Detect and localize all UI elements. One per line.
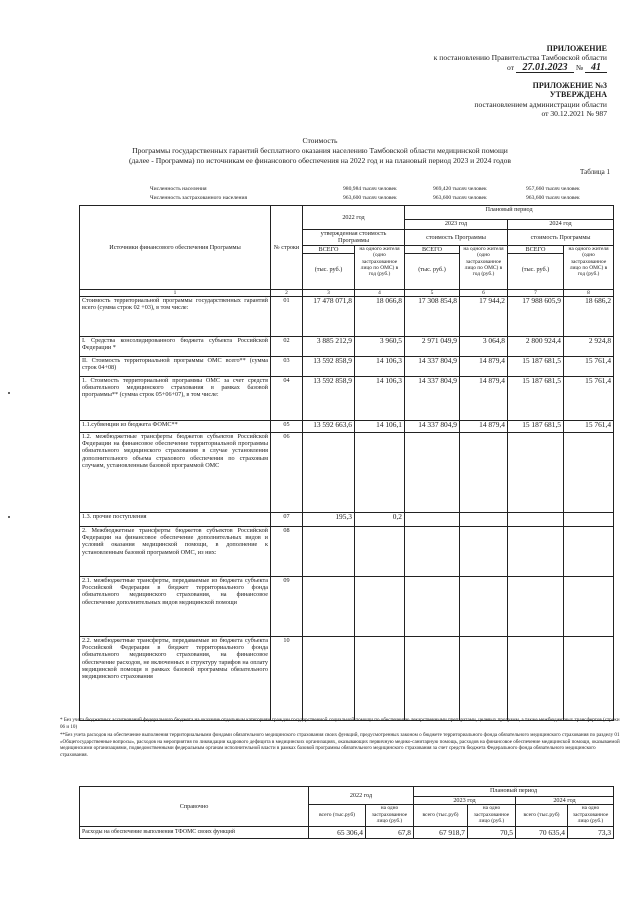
ref-value-2024-per: 73,3 xyxy=(568,827,614,839)
insured-2024: 963,600 тысяч человек xyxy=(526,195,580,201)
row-value xyxy=(564,527,614,577)
title-line-3: (далее - Программа) по источникам ее финансового обеспечения на 2022 год и на плановый период 2023 и 2024 годов xyxy=(129,156,511,165)
ref-header-total-2024: всего (тыс.руб) xyxy=(516,805,568,827)
row-value: 14 879,4 xyxy=(460,357,508,377)
row-value xyxy=(460,433,508,513)
row-value: 17 308 854,8 xyxy=(405,297,460,337)
appendix3-label: ПРИЛОЖЕНИЕ №3 xyxy=(532,80,607,90)
column-index: 4 xyxy=(355,290,405,297)
row-value: 3 960,5 xyxy=(355,337,405,357)
row-value xyxy=(460,527,508,577)
handwritten-number: 41 xyxy=(591,61,601,73)
number-field xyxy=(585,63,607,73)
title-line-1: Стоимость xyxy=(302,136,338,145)
row-value: 15 187 681,5 xyxy=(508,357,564,377)
row-number: 02 xyxy=(271,337,303,357)
date-from-label: от xyxy=(507,62,515,72)
row-value: 15 187 681,5 xyxy=(508,377,564,421)
reference-table xyxy=(79,786,614,839)
column-index: 5 xyxy=(405,290,460,297)
appendix-label: ПРИЛОЖЕНИЕ xyxy=(546,44,607,53)
header-cost-2024: стоимость Программы xyxy=(508,230,614,246)
handwritten-date: 27.01.2023 xyxy=(522,61,568,73)
population-2023: 969,420 тысяч человек xyxy=(433,186,487,192)
row-value: 15 187 681,5 xyxy=(508,421,564,433)
row-value: 2 971 049,9 xyxy=(405,337,460,357)
ref-value-2023-total: 67 918,7 xyxy=(414,827,468,839)
row-value: 17 478 071,8 xyxy=(303,297,355,337)
row-value: 17 944,2 xyxy=(460,297,508,337)
number-sign: № xyxy=(575,62,584,72)
row-value xyxy=(303,577,355,637)
ref-value-2023-per: 70,5 xyxy=(468,827,516,839)
footnote-2: **Без учета расходов на обеспечение выполнения территориальными фондами обязательного медицинского страхования своих функций, предусмотренных законом о бюджете территориального фонда обязательного медицинского страхования по разделу 01 «Общегосударственные вопросы», расходов на мероприятия по ликвидации кадрового дефицита в медицинских организациях, оказывающих первичную медико-санитарную помощь, расходов на финансовое обеспечение медицинской помощи, оказываемой медицинскими организациями, подведомственными федеральным органам исполнительной власти в рамках базовой программы обязательного медицинского страхования за счет средств бюджета Федерального фонда обязательного медицинского страхования. xyxy=(60,732,620,758)
column-index: 1 xyxy=(80,290,271,297)
row-label: Стоимость территориальной программы государственных гарантий всего (сумма строк 02 +03), в том числе: xyxy=(80,297,271,337)
approved-label: УТВЕРЖДЕНА xyxy=(549,90,607,100)
footnote-1: * Без учета бюджетных ассигнований федерального бюджета на оказание отдельным категориям граждан государственной социальной помощи по обеспечению лекарственными препаратами, целевых программ, а также межбюджетных трансфертов (строки 06 и 10) xyxy=(60,717,620,730)
header-2024: 2024 год xyxy=(508,220,614,230)
title-line-2: Программы государственных гарантий бесплатного оказания населению Тамбовской области медицинской помощи xyxy=(132,146,508,155)
header-total-2022: ВСЕГО (тыс. руб.) xyxy=(303,246,355,290)
header-source: Источники финансового обеспечения Программы xyxy=(80,206,271,290)
header-2022: 2022 год xyxy=(303,206,405,230)
date-field xyxy=(516,63,574,73)
population-2024: 957,660 тысяч человек xyxy=(526,186,580,192)
row-value xyxy=(564,637,614,721)
row-value: 15 761,4 xyxy=(564,377,614,421)
population-insured-label: Численность застрахованного населения xyxy=(150,195,248,201)
resolution-ref: к постановлению Правительства Тамбовской области xyxy=(433,53,607,63)
row-value xyxy=(564,513,614,527)
row-value xyxy=(303,637,355,721)
header-total-2023: ВСЕГО (тыс. руб.) xyxy=(405,246,460,290)
row-value: 18 066,8 xyxy=(355,297,405,337)
header-planned: Плановый период xyxy=(405,206,614,220)
table-number: Таблица 1 xyxy=(580,168,610,176)
row-value: 14 337 804,9 xyxy=(405,377,460,421)
row-label: 1.2. межбюджетные трансферты бюджетов субъектов Российской Федерации на финансовое обеспечение территориальной программы обязательного медицинского страхования в случае установления дополнительного объема страхового обеспечения по страховым случаям, установленным базовой программой ОМС xyxy=(80,433,271,513)
header-row-no: № строки xyxy=(271,206,303,290)
row-value: 14 106,3 xyxy=(355,357,405,377)
ref-header-per-2022: на одно застрахованное лицо (руб.) xyxy=(366,805,414,827)
row-number: 03 xyxy=(271,357,303,377)
table-row xyxy=(80,433,614,513)
row-number: 08 xyxy=(271,527,303,577)
row-value: 15 761,4 xyxy=(564,421,614,433)
row-value: 195,3 xyxy=(303,513,355,527)
column-index: 3 xyxy=(303,290,355,297)
ref-value-2022-total: 65 306,4 xyxy=(309,827,366,839)
row-value xyxy=(564,577,614,637)
row-value xyxy=(508,513,564,527)
row-label: 2. Межбюджетные трансферты бюджетов субъектов Российской Федерации на финансовое обеспечение дополнительных видов и условий оказания медицинской помощи, в дополнение к установленным базовой программой ОМС, из них: xyxy=(80,527,271,577)
row-value: 18 686,2 xyxy=(564,297,614,337)
row-value: 14 106,3 xyxy=(355,377,405,421)
row-value: 14 337 804,9 xyxy=(405,421,460,433)
admin-resolution: постановлением администрации области xyxy=(474,99,607,109)
appendix-header xyxy=(434,44,607,118)
ref-row-label: Расходы на обеспечение выполнения ТФОМС своих функций xyxy=(80,827,309,839)
table-row xyxy=(80,297,614,337)
header-per-capita-2022: на одного жителя (одно застрахованное лицо по ОМС) в год (руб.) xyxy=(355,246,405,290)
scan-mark xyxy=(8,516,10,518)
insured-2023: 963,600 тысяч человек xyxy=(433,195,487,201)
row-value xyxy=(460,513,508,527)
row-value: 13 592 858,9 xyxy=(303,357,355,377)
row-label: 1.3. прочие поступления xyxy=(80,513,271,527)
row-value: 13 592 858,9 xyxy=(303,377,355,421)
header-per-capita-2024: на одного жителя (одно застрахованное лицо по ОМС) в год (руб.) xyxy=(564,246,614,290)
table-row xyxy=(80,421,614,433)
row-value: 14 337 804,9 xyxy=(405,357,460,377)
row-value: 14 879,4 xyxy=(460,377,508,421)
header-2023: 2023 год xyxy=(405,220,508,230)
row-value xyxy=(355,433,405,513)
row-value xyxy=(508,527,564,577)
header-total-2024: ВСЕГО (тыс. руб.) xyxy=(508,246,564,290)
row-value: 15 761,4 xyxy=(564,357,614,377)
row-value xyxy=(405,433,460,513)
ref-header-per-2024: на одно застрахованное лицо (руб.) xyxy=(568,805,614,827)
document-title xyxy=(60,136,580,166)
cost-table xyxy=(79,205,614,721)
date-line xyxy=(434,63,607,75)
row-label: II. Стоимость территориальной программы ОМС всего** (сумма строк 04+08) xyxy=(80,357,271,377)
row-number: 10 xyxy=(271,637,303,721)
row-value: 14 879,4 xyxy=(460,421,508,433)
ref-header-label: Справочно xyxy=(80,787,309,827)
row-label: 2.2. межбюджетные трансферты, передаваемые из бюджета субъекта Российской Федерации в бюджет территориального фонда обязательного медицинского страхования, на финансовое обеспечение расходов, не включенных в структуру тарифов на оплату медицинской помощи в рамках базовой программы обязательного медицинского страхования xyxy=(80,637,271,721)
row-value xyxy=(303,527,355,577)
row-number: 01 xyxy=(271,297,303,337)
ref-header-2023: 2023 год xyxy=(414,797,516,805)
row-value xyxy=(355,577,405,637)
ref-value-2024-total: 70 635,4 xyxy=(516,827,568,839)
table-row xyxy=(80,577,614,637)
row-value xyxy=(508,577,564,637)
row-value xyxy=(405,513,460,527)
row-value xyxy=(564,433,614,513)
header-per-capita-2023: на одного жителя (одно застрахованное лицо по ОМС) в год (руб.) xyxy=(460,246,508,290)
insured-2022: 963,600 тысяч человек xyxy=(343,195,397,201)
ref-row xyxy=(80,827,614,839)
table-row xyxy=(80,527,614,577)
row-number: 06 xyxy=(271,433,303,513)
row-number: 05 xyxy=(271,421,303,433)
row-value xyxy=(355,527,405,577)
row-value: 2 800 924,4 xyxy=(508,337,564,357)
row-value xyxy=(355,637,405,721)
header-approved-cost: утвержденная стоимость Программы xyxy=(303,230,405,246)
row-value: 17 988 605,9 xyxy=(508,297,564,337)
ref-value-2022-per: 67,8 xyxy=(366,827,414,839)
row-value xyxy=(508,637,564,721)
scan-mark xyxy=(8,392,10,394)
table-row xyxy=(80,337,614,357)
row-value: 3 064,8 xyxy=(460,337,508,357)
row-number: 07 xyxy=(271,513,303,527)
row-label: I. Средства консолидированного бюджета субъекта Российской Федерации * xyxy=(80,337,271,357)
population-2022: 980,984 тысяч человек xyxy=(343,186,397,192)
row-value xyxy=(460,577,508,637)
row-number: 09 xyxy=(271,577,303,637)
ref-header-per-2023: на одно застрахованное лицо (руб.) xyxy=(468,805,516,827)
ref-header-2024: 2024 год xyxy=(516,797,614,805)
column-index: 8 xyxy=(564,290,614,297)
table-body xyxy=(80,297,614,721)
row-value xyxy=(303,433,355,513)
column-index: 6 xyxy=(460,290,508,297)
row-value: 14 106,1 xyxy=(355,421,405,433)
row-value: 2 924,8 xyxy=(564,337,614,357)
row-value xyxy=(508,433,564,513)
table-row xyxy=(80,513,614,527)
row-value: 0,2 xyxy=(355,513,405,527)
row-value xyxy=(405,637,460,721)
table-row xyxy=(80,357,614,377)
table-row xyxy=(80,637,614,721)
admin-resolution-date: от 30.12.2021 № 987 xyxy=(541,109,607,119)
table-row xyxy=(80,377,614,421)
row-value xyxy=(405,577,460,637)
ref-header-total-2022: всего (тыс.руб) xyxy=(309,805,366,827)
header-cost-2023: стоимость Программы xyxy=(405,230,508,246)
ref-header-2022: 2022 год xyxy=(309,787,414,805)
row-number: 04 xyxy=(271,377,303,421)
row-label: 1. Стоимость территориальной программы ОМС за счет средств обязательного медицинского страхования в рамках базовой программы** (сумма строк 05+06+07), в том числе: xyxy=(80,377,271,421)
population-total-label: Численность населения xyxy=(150,186,207,192)
row-value xyxy=(405,527,460,577)
row-value: 13 592 663,6 xyxy=(303,421,355,433)
row-value xyxy=(460,637,508,721)
ref-header-total-2023: всего (тыс.руб) xyxy=(414,805,468,827)
column-index: 7 xyxy=(508,290,564,297)
row-value: 3 885 212,9 xyxy=(303,337,355,357)
row-label: 2.1. межбюджетные трансферты, передаваемые из бюджета субъекта Российской Федерации в бюджет территориального фонда обязательного медицинского страхования, на финансовое обеспечение дополнительных видов медицинской помощи xyxy=(80,577,271,637)
ref-header-planned: Плановый период xyxy=(414,787,614,797)
column-index: 2 xyxy=(271,290,303,297)
row-label: 1.1.субвенции из бюджета ФОМС** xyxy=(80,421,271,433)
